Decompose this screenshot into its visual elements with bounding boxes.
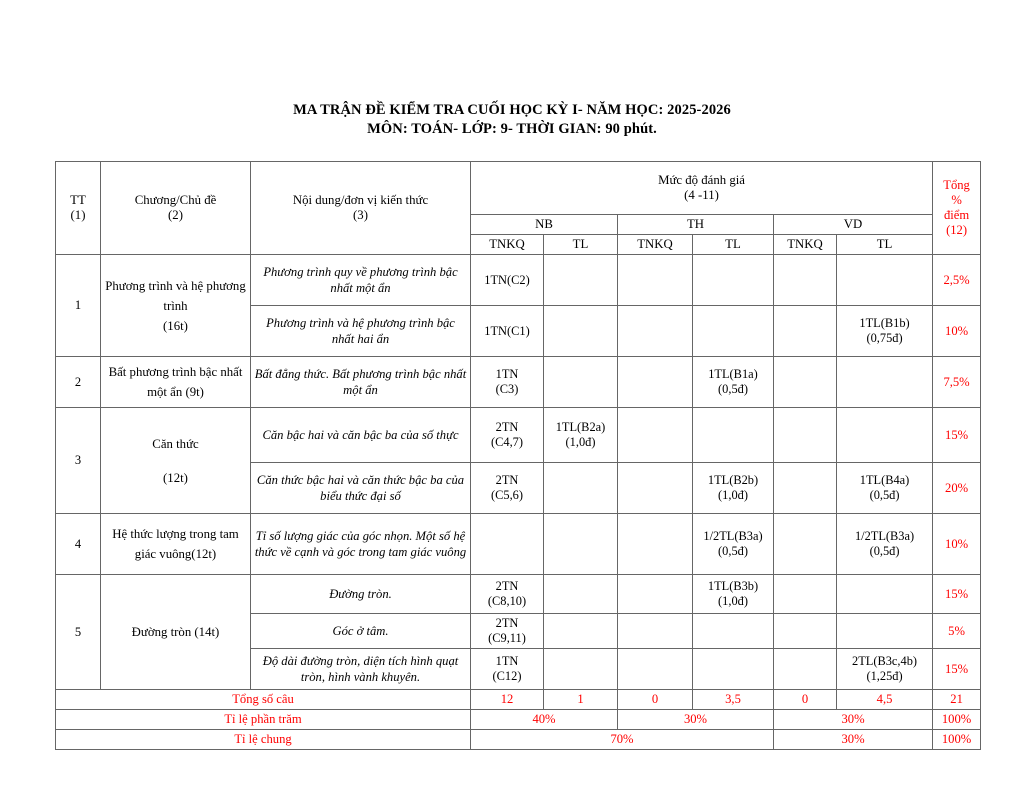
cell-th-tl: 1TL(B3b) (1,0đ) <box>693 575 774 614</box>
cell-total-percent: 10% <box>933 514 981 575</box>
summary-percentage-th: 30% <box>618 710 774 730</box>
cell-nb-tnkq <box>471 514 544 575</box>
cell-th-tl <box>693 408 774 463</box>
cell-total-percent: 20% <box>933 463 981 514</box>
row-chapter <box>101 575 251 690</box>
title-line-2: MÔN: TOÁN- LỚP: 9- THỜI GIAN: 90 phút. <box>367 121 657 137</box>
summary-total: 21 <box>933 690 981 710</box>
header-total-label: Tổng <box>943 178 970 192</box>
header-tt <box>56 162 101 255</box>
cell-nb-tnkq: 2TN (C5,6) <box>471 463 544 514</box>
header-tt-label: TT <box>70 193 86 207</box>
cell-th-tnkq <box>618 575 693 614</box>
header-chapter-number: (2) <box>168 208 183 222</box>
cell-nb-tl: 1TL(B2a) (1,0đ) <box>544 408 618 463</box>
cell-th-tnkq <box>618 463 693 514</box>
cell-vd-tl: 2TL(B3c,4b) (1,25đ) <box>837 649 933 690</box>
summary-label-total-questions: Tổng số câu <box>56 690 471 710</box>
row-chapter-title: Phương trình và hệ phương trình <box>105 278 246 313</box>
cell-vd-tnkq <box>774 575 837 614</box>
row-chapter-title: Hệ thức lượng trong tam giác vuông(12t) <box>112 527 239 561</box>
cell-th-tl: 1/2TL(B3a) (0,5đ) <box>693 514 774 575</box>
row-tt: 2 <box>56 357 101 408</box>
cell-th-tnkq <box>618 649 693 690</box>
cell-th-tl <box>693 306 774 357</box>
cell-nb-tl <box>544 306 618 357</box>
exam-matrix-table <box>55 161 981 750</box>
summary-nb-tl: 1 <box>544 690 618 710</box>
cell-total-percent: 15% <box>933 575 981 614</box>
summary-general-high: 30% <box>774 730 933 750</box>
header-total-number: (12) <box>946 223 968 237</box>
cell-vd-tl: 1TL(B4a) (0,5đ) <box>837 463 933 514</box>
header-tt-number: (1) <box>70 208 86 222</box>
header-level-nb: NB <box>471 215 618 235</box>
cell-th-tl <box>693 649 774 690</box>
row-content: Căn bậc hai và căn bậc ba của số thực <box>251 408 471 463</box>
cell-vd-tl <box>837 255 933 306</box>
title-line-1: MA TRẬN ĐỀ KIỂM TRA CUỐI HỌC KỲ I- NĂM HỌC: 2025-2026 <box>293 102 731 118</box>
table-header-row-1 <box>56 162 981 215</box>
header-nb-tl: TL <box>544 235 618 255</box>
summary-th-tnkq: 0 <box>618 690 693 710</box>
header-total-percent-sign: % <box>951 193 962 207</box>
cell-vd-tl: 1TL(B1b) (0,75đ) <box>837 306 933 357</box>
cell-vd-tnkq <box>774 357 837 408</box>
cell-total-percent: 15% <box>933 408 981 463</box>
cell-nb-tl <box>544 649 618 690</box>
header-total-score-label: điểm <box>943 208 970 222</box>
row-content: Căn thức bậc hai và căn thức bậc ba của biểu thức đại số <box>251 463 471 514</box>
cell-nb-tnkq: 1TN (C12) <box>471 649 544 690</box>
cell-vd-tl <box>837 575 933 614</box>
row-chapter-hours: (12t) <box>163 470 188 485</box>
cell-th-tnkq <box>618 614 693 649</box>
cell-total-percent: 15% <box>933 649 981 690</box>
cell-th-tl <box>693 614 774 649</box>
summary-th-tl: 3,5 <box>693 690 774 710</box>
cell-nb-tl <box>544 463 618 514</box>
table-row <box>56 357 981 408</box>
cell-total-percent: 10% <box>933 306 981 357</box>
row-content: Độ dài đường tròn, diện tích hình quạt tròn, hình vành khuyên. <box>251 649 471 690</box>
summary-row-total-questions <box>56 690 981 710</box>
row-tt: 1 <box>56 255 101 357</box>
row-chapter <box>101 514 251 575</box>
summary-vd-tl: 4,5 <box>837 690 933 710</box>
cell-vd-tnkq <box>774 649 837 690</box>
cell-nb-tnkq: 1TN(C1) <box>471 306 544 357</box>
cell-vd-tl <box>837 408 933 463</box>
header-th-tnkq: TNKQ <box>618 235 693 255</box>
summary-general-total: 100% <box>933 730 981 750</box>
summary-row-percentage <box>56 710 981 730</box>
cell-nb-tnkq: 1TN(C2) <box>471 255 544 306</box>
header-nb-tnkq: TNKQ <box>471 235 544 255</box>
header-level-vd: VD <box>774 215 933 235</box>
cell-th-tnkq <box>618 357 693 408</box>
cell-vd-tl <box>837 614 933 649</box>
row-chapter-title: Bất phương trình bậc nhất một ẩn (9t) <box>108 365 243 399</box>
row-content: Tỉ số lượng giác của góc nhọn. Một số hệ thức về cạnh và góc trong tam giác vuông <box>251 514 471 575</box>
cell-nb-tl <box>544 575 618 614</box>
header-level <box>471 162 933 215</box>
header-vd-tnkq: TNKQ <box>774 235 837 255</box>
header-level-number: (4 -11) <box>684 188 719 202</box>
cell-th-tnkq <box>618 514 693 575</box>
cell-th-tnkq <box>618 255 693 306</box>
cell-total-percent: 7,5% <box>933 357 981 408</box>
cell-nb-tnkq: 1TN (C3) <box>471 357 544 408</box>
cell-nb-tnkq: 2TN (C8,10) <box>471 575 544 614</box>
row-chapter-title: Căn thức <box>152 436 199 451</box>
cell-nb-tl <box>544 514 618 575</box>
cell-vd-tnkq <box>774 408 837 463</box>
cell-vd-tnkq <box>774 306 837 357</box>
table-row <box>56 514 981 575</box>
cell-vd-tnkq <box>774 514 837 575</box>
cell-total-percent: 2,5% <box>933 255 981 306</box>
cell-nb-tl <box>544 357 618 408</box>
row-content: Đường tròn. <box>251 575 471 614</box>
header-content <box>251 162 471 255</box>
row-tt: 3 <box>56 408 101 514</box>
summary-nb-tnkq: 12 <box>471 690 544 710</box>
row-chapter <box>101 408 251 514</box>
summary-label-general-ratio: Tỉ lệ chung <box>56 730 471 750</box>
summary-percentage-vd: 30% <box>774 710 933 730</box>
cell-nb-tl <box>544 255 618 306</box>
row-chapter <box>101 357 251 408</box>
row-chapter-title: Đường tròn (14t) <box>131 625 220 639</box>
header-vd-tl: TL <box>837 235 933 255</box>
header-content-label: Nội dung/đơn vị kiến thức <box>292 193 429 207</box>
header-th-tl: TL <box>693 235 774 255</box>
cell-nb-tnkq: 2TN (C9,11) <box>471 614 544 649</box>
row-content: Phương trình và hệ phương trình bậc nhất hai ẩn <box>251 306 471 357</box>
cell-th-tnkq <box>618 306 693 357</box>
summary-vd-tnkq: 0 <box>774 690 837 710</box>
header-level-label: Mức độ đánh giá <box>658 173 745 187</box>
summary-percentage-total: 100% <box>933 710 981 730</box>
header-chapter <box>101 162 251 255</box>
cell-th-tl <box>693 255 774 306</box>
table-row <box>56 575 981 614</box>
cell-nb-tl <box>544 614 618 649</box>
header-total-percent <box>933 162 981 255</box>
cell-th-tnkq <box>618 408 693 463</box>
cell-vd-tl: 1/2TL(B3a) (0,5đ) <box>837 514 933 575</box>
cell-vd-tnkq <box>774 255 837 306</box>
document-title <box>0 101 1024 139</box>
row-tt: 5 <box>56 575 101 690</box>
table-row <box>56 408 981 463</box>
cell-th-tl: 1TL(B2b) (1,0đ) <box>693 463 774 514</box>
cell-nb-tnkq: 2TN (C4,7) <box>471 408 544 463</box>
cell-vd-tl <box>837 357 933 408</box>
cell-vd-tnkq <box>774 463 837 514</box>
cell-total-percent: 5% <box>933 614 981 649</box>
row-content: Góc ở tâm. <box>251 614 471 649</box>
summary-general-low: 70% <box>471 730 774 750</box>
row-content: Bất đẳng thức. Bất phương trình bậc nhất một ẩn <box>251 357 471 408</box>
row-chapter-hours: (16t) <box>163 318 188 333</box>
row-chapter <box>101 255 251 357</box>
header-content-number: (3) <box>353 208 368 222</box>
summary-label-percentage: Tỉ lệ phần trăm <box>56 710 471 730</box>
header-chapter-label: Chương/Chủ đề <box>134 193 217 207</box>
summary-row-general-ratio <box>56 730 981 750</box>
row-content: Phương trình quy về phương trình bậc nhất một ẩn <box>251 255 471 306</box>
cell-vd-tnkq <box>774 614 837 649</box>
cell-th-tl: 1TL(B1a) (0,5đ) <box>693 357 774 408</box>
summary-percentage-nb: 40% <box>471 710 618 730</box>
header-level-th: TH <box>618 215 774 235</box>
table-row <box>56 255 981 306</box>
row-tt: 4 <box>56 514 101 575</box>
